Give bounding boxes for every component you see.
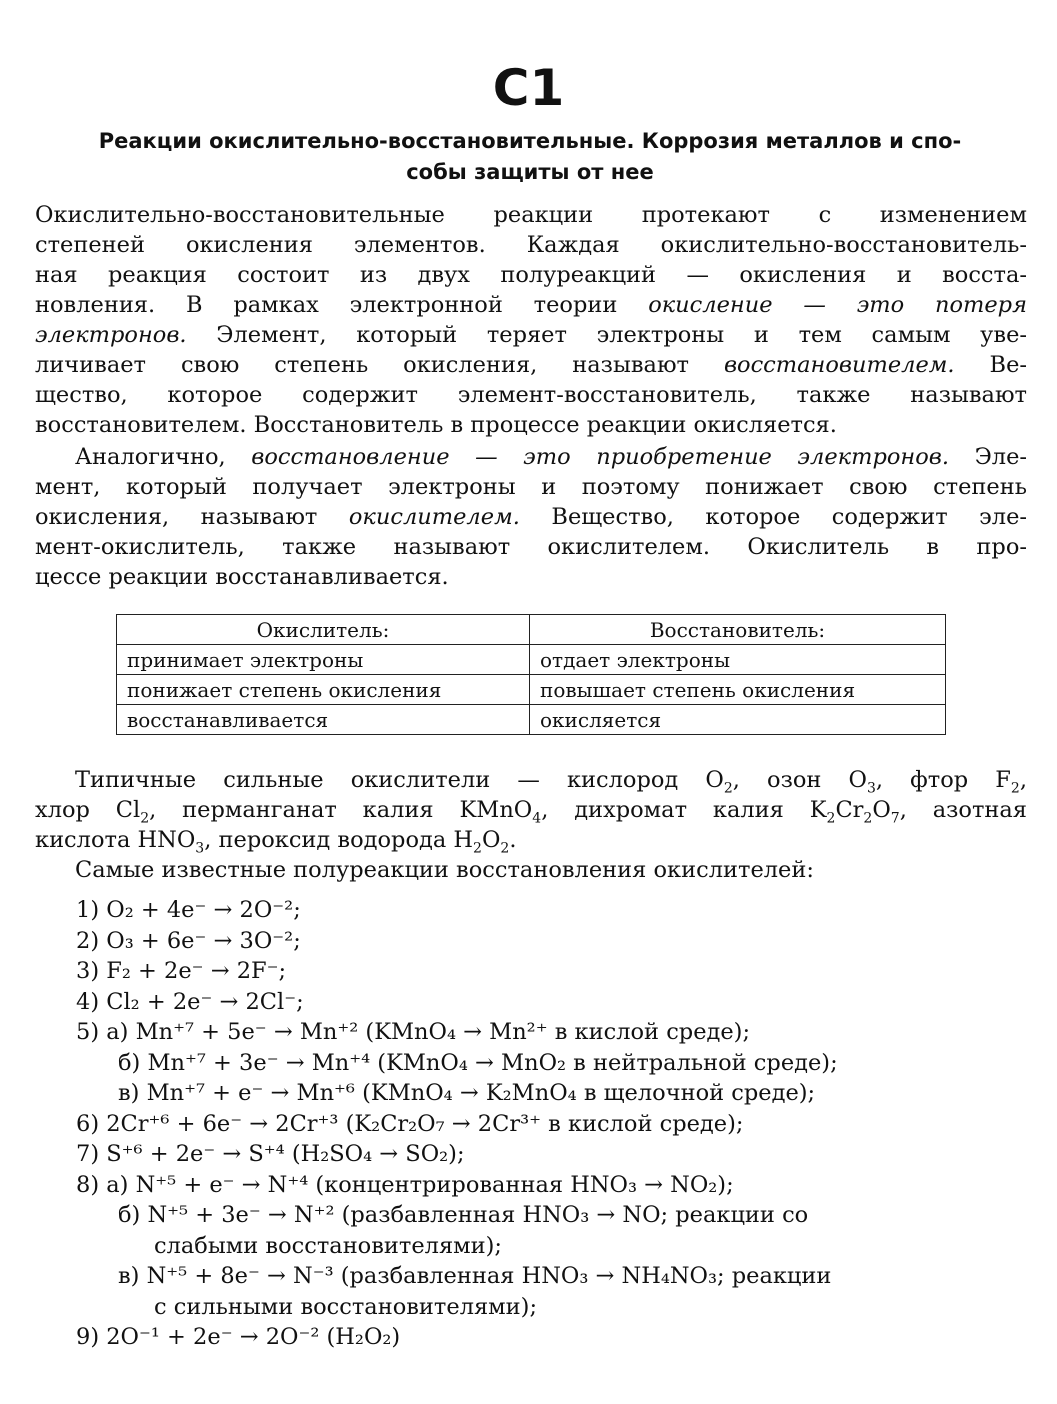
- subscript: 3: [195, 840, 205, 857]
- text-line: [35, 320, 1027, 350]
- table-cell: повышает степень окисления: [530, 675, 946, 705]
- page-title: С1: [492, 59, 565, 117]
- subscript: 3: [866, 780, 876, 797]
- equation-line: в) Mn⁺⁷ + e⁻ → Mn⁺⁶ (KMnO₄ → K₂MnO₄ в щелочной среде);: [118, 1080, 816, 1106]
- text-span: новления. В рамках электронной теории: [35, 292, 649, 318]
- table-cell: понижает степень окисления: [117, 675, 530, 705]
- subscript: 7: [890, 810, 900, 827]
- equation-line: 2) O₃ + 6e⁻ → 3O⁻²;: [76, 927, 301, 954]
- term-italic: восстановителем.: [723, 352, 955, 378]
- text-line: Типичные сильные окислители — кислород $O_2$, озон $O_3$, фтор $F_2$,: [75, 767, 1027, 797]
- text-span: , азотная: [899, 797, 1028, 823]
- subscript: 2: [723, 780, 733, 797]
- text-line: [35, 795, 1027, 825]
- text-line: [35, 350, 1027, 380]
- equation-line: б) N⁺⁵ + 3e⁻ → N⁺² (разбавленная HNO₃ → NO; реакции со: [118, 1202, 809, 1228]
- text-span: Элемент, который теряет электроны и тем самым уве-: [186, 322, 1027, 348]
- text-span: окисления, называют: [35, 504, 349, 530]
- table-cell: восстанавливается: [117, 705, 530, 735]
- text-span: личивает свою степень окисления, называют: [35, 352, 724, 378]
- equation-line: 8) а) N⁺⁵ + e⁻ → N⁺⁴ (концентрированная HNO₃ → NO₂);: [76, 1171, 734, 1198]
- table-row: [117, 675, 946, 705]
- table-cell: отдает электроны: [530, 645, 946, 675]
- subscript: 2: [473, 840, 482, 857]
- comparison-table: [116, 614, 946, 735]
- equation-line: 4) Cl₂ + 2e⁻ → 2Cl⁻;: [76, 988, 304, 1015]
- section-subtitle: [35, 126, 1025, 188]
- text-line: ная реакция состоит из двух полуреакций — окисления и восста-: [35, 262, 1027, 288]
- table-row: [117, 705, 946, 735]
- text-span: O: [481, 827, 501, 853]
- text-line: [35, 442, 1027, 472]
- text-line: восстановителем. Восстановитель в процессе реакции окисляется.: [35, 412, 837, 438]
- term-italic: окислителем.: [348, 504, 520, 530]
- paragraph-oxidizers: [35, 765, 1027, 885]
- text-span: , пероксид водорода H: [204, 827, 474, 853]
- definition-italic: восстановление — это приобретение электронов.: [251, 444, 950, 470]
- equation-line: 1) O₂ + 4e⁻ → 2O⁻²;: [76, 897, 301, 923]
- text-span: , дихромат калия K: [541, 797, 827, 823]
- text-span: Вещество, которое содержит эле-: [519, 504, 1027, 530]
- paragraph-reduction: [35, 442, 1027, 592]
- subscript: 2: [500, 840, 510, 857]
- text-line: мент-окислитель, также называют окислителем. Окислитель в про-: [35, 534, 1027, 560]
- table-cell: окисляется: [530, 705, 946, 735]
- subtitle-line: Реакции окислительно-восстановительные. Коррозия металлов и спо-: [98, 129, 962, 153]
- text-span: O: [872, 797, 891, 823]
- equation-line: 3) F₂ + 2e⁻ → 2F⁻;: [76, 958, 287, 984]
- paragraph-oxidation: [35, 200, 1027, 440]
- text-span: Типичные сильные окислители — кислород O: [75, 767, 724, 793]
- text-line: цессе реакции восстанавливается.: [35, 564, 449, 590]
- equation-line: 7) S⁺⁶ + 2e⁻ → S⁺⁴ (H₂SO₄ → SO₂);: [76, 1141, 465, 1167]
- subscript: 2: [1010, 780, 1020, 797]
- text-line: [35, 502, 1027, 532]
- equation-line: б) Mn⁺⁷ + 3e⁻ → Mn⁺⁴ (KMnO₄ → MnO₂ в нейтральной среде);: [118, 1049, 838, 1076]
- text-span: Cr: [835, 797, 864, 823]
- equation-line: с сильными восстановителями);: [154, 1293, 538, 1320]
- text-line: щество, которое содержит элемент-восстановитель, также называют: [35, 382, 1027, 408]
- text-span: , фтор F: [875, 767, 1011, 793]
- text-span: , озон O: [732, 767, 867, 793]
- text-line: мент, который получает электроны и поэтому понижает свою степень: [35, 474, 1027, 500]
- text-span: Эле-: [949, 444, 1028, 470]
- text-line: степеней окисления элементов. Каждая окислительно-восстановитель-: [35, 232, 1027, 258]
- table-row: [117, 645, 946, 675]
- subscript: 4: [532, 810, 542, 827]
- subscript: 2: [826, 810, 836, 827]
- table-header-row: [117, 615, 946, 645]
- text-span: кислота HNO: [35, 827, 196, 853]
- equation-line: в) N⁺⁵ + 8e⁻ → N⁻³ (разбавленная HNO₃ → NH₄NO₃; реакции: [118, 1263, 832, 1289]
- half-reactions-list: [76, 895, 1036, 1353]
- column-header: Окислитель:: [117, 615, 530, 645]
- equation-line: 5) а) Mn⁺⁷ + 5e⁻ → Mn⁺² (KMnO₄ → Mn²⁺ в кислой среде);: [76, 1019, 751, 1045]
- text-span: Аналогично,: [75, 444, 252, 470]
- table-cell: принимает электроны: [117, 645, 530, 675]
- subscript: 2: [863, 810, 873, 827]
- definition-italic: окисление — это потеря: [648, 292, 1027, 318]
- text-line: кислота $HNO_3$, пероксид водорода $H_2O_2$.: [35, 827, 517, 857]
- column-header: Восстановитель:: [530, 615, 946, 645]
- text-line: [35, 290, 1027, 320]
- definition-italic: электронов.: [35, 322, 187, 348]
- text-line: Самые известные полуреакции восстановления окислителей:: [75, 857, 814, 883]
- subtitle-line: собы защиты от нее: [406, 160, 654, 184]
- equation-line: слабыми восстановителями);: [154, 1232, 503, 1259]
- text-span: Ве-: [954, 352, 1027, 378]
- equation-line: 9) 2O⁻¹ + 2e⁻ → 2O⁻² (H₂O₂): [76, 1324, 401, 1350]
- equation-line: 6) 2Cr⁺⁶ + 6e⁻ → 2Cr⁺³ (K₂Cr₂O₇ → 2Cr³⁺ в кислой среде);: [76, 1110, 744, 1137]
- text-line: Окислительно-восстановительные реакции протекают с изменением: [35, 202, 1027, 228]
- text-span: , перманганат калия KMnO: [149, 797, 533, 823]
- text-span: хлор Cl: [35, 797, 141, 823]
- subscript: 2: [140, 810, 150, 827]
